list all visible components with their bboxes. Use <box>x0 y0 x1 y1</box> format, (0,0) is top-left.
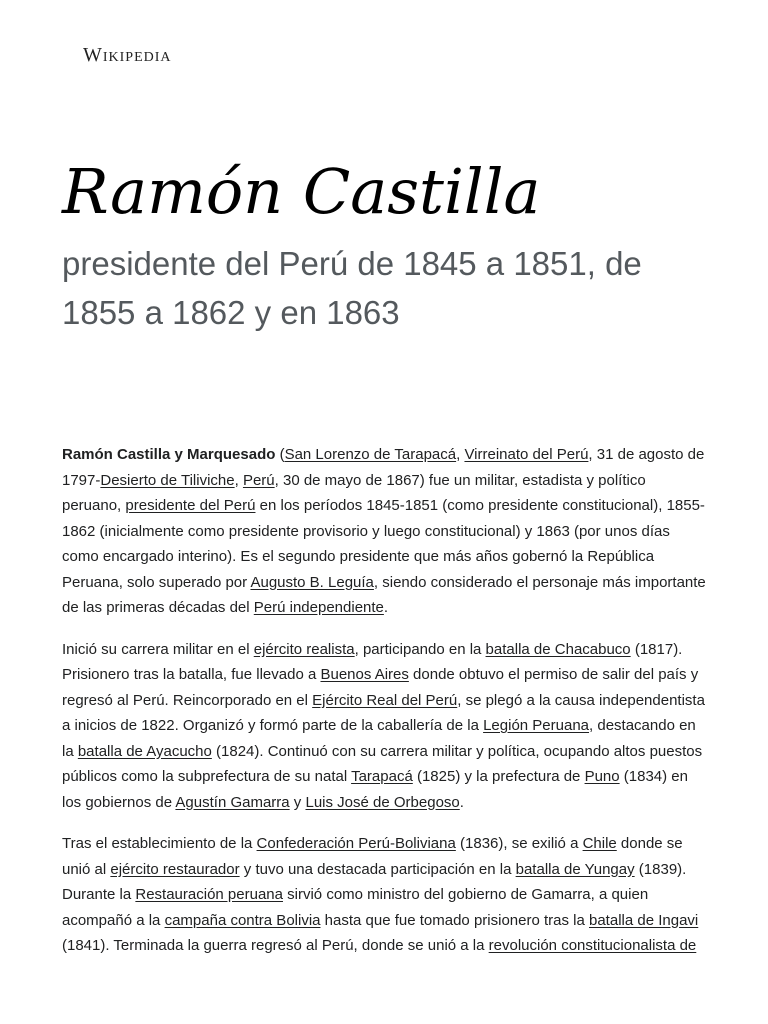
link-ejercito-restaurador[interactable]: ejército restaurador <box>110 860 240 878</box>
text: , <box>234 471 243 489</box>
link-ejercito-real-del-peru[interactable]: Ejército Real del Perú <box>312 691 458 709</box>
link-virreinato-del-peru[interactable]: Virreinato del Perú <box>464 446 589 463</box>
text: , siendo considerado el personaje más importante de las primeras décadas del <box>62 573 706 616</box>
article-subject-name: Ramón Castilla y Marquesado <box>62 446 276 463</box>
text: , 30 de mayo de 1867) fue un militar, estadista y político peruano, <box>62 471 646 514</box>
text: (1839). Durante la <box>62 860 687 903</box>
text: ( <box>275 446 285 463</box>
paragraph-1 <box>62 442 708 621</box>
link-ejercito-realista[interactable]: ejército realista <box>253 640 355 658</box>
text: (1834) en los gobiernos de <box>62 768 688 811</box>
link-batalla-de-yungay[interactable]: batalla de Yungay <box>515 860 635 878</box>
text: , 31 de agosto de 1797- <box>62 446 705 489</box>
page-title: Ramón Castilla <box>62 155 541 228</box>
text: , destacando en la <box>62 717 696 760</box>
text: (1841). Terminada la guerra regresó al Perú, donde se unió a la <box>62 937 489 954</box>
link-augusto-b-leguia[interactable]: Augusto B. Leguía <box>250 573 374 591</box>
link-campana-contra-bolivia[interactable]: campaña contra Bolivia <box>164 911 321 929</box>
text: . <box>459 793 464 811</box>
text: , participando en la <box>354 640 486 658</box>
text: donde obtuvo el permiso de salir del país y regresó al Perú. Reincorporado en el <box>62 666 699 709</box>
link-luis-jose-de-orbegoso[interactable]: Luis José de Orbegoso <box>305 793 460 811</box>
article-body <box>62 442 708 975</box>
text: hasta que fue tomado prisionero tras la <box>320 911 589 929</box>
link-confederacion-peru-boliviana[interactable]: Confederación Perú-Boliviana <box>256 835 456 852</box>
text: donde se unió al <box>62 835 683 878</box>
link-batalla-de-ayacucho[interactable]: batalla de Ayacucho <box>77 742 212 760</box>
text: , se plegó a la causa independentista a inicios de 1822. Organizó y formó parte de la caballería de la <box>62 691 705 734</box>
link-desierto-de-tiliviche[interactable]: Desierto de Tiliviche <box>100 471 235 489</box>
link-agustin-gamarra[interactable]: Agustín Gamarra <box>175 793 290 811</box>
text: y <box>289 793 306 811</box>
text: (1825) y la prefectura de <box>412 768 585 785</box>
link-buenos-aires[interactable]: Buenos Aires <box>320 666 409 683</box>
page-subtitle: presidente del Perú de 1845 a 1851, de 1855 a 1862 y en 1863 <box>62 245 642 331</box>
wikipedia-logo[interactable]: Wikipedia <box>83 44 172 66</box>
link-peru[interactable]: Perú <box>242 471 275 489</box>
link-chile[interactable]: Chile <box>582 835 617 852</box>
text: Inició su carrera militar en el <box>62 640 254 658</box>
text: (1824). Continuó con su carrera militar y política, ocupando altos puestos públicos como la subprefectura de su natal <box>62 742 703 785</box>
link-puno[interactable]: Puno <box>584 768 620 785</box>
link-legion-peruana[interactable]: Legión Peruana <box>483 717 590 734</box>
text: . <box>383 599 389 616</box>
link-batalla-de-ingavi[interactable]: batalla de Ingavi <box>589 911 699 929</box>
link-revolucion-constitucionalista[interactable]: revolución constitucionalista de <box>488 937 697 954</box>
link-peru-independiente[interactable]: Perú independiente <box>253 599 384 616</box>
text: sirvió como ministro del gobierno de Gamarra, a quien acompañó a la <box>62 886 649 929</box>
text: Tras el establecimiento de la <box>62 835 257 852</box>
paragraph-3 <box>62 831 708 959</box>
link-batalla-de-chacabuco[interactable]: batalla de Chacabuco <box>485 640 631 658</box>
text: en los períodos 1845-1851 (como presidente constitucional), 1855-1862 (inicialmente como presidente provisorio y luego constitucional) y 1863 (por unos días como encargado interino). Es el segundo presidente que más años gobernó la República Peruana, solo superado por <box>62 497 705 591</box>
link-tarapaca[interactable]: Tarapacá <box>351 768 413 785</box>
link-restauracion-peruana[interactable]: Restauración peruana <box>135 886 283 903</box>
text: y tuvo una destacada participación en la <box>239 860 516 878</box>
text: (1836), se exilió a <box>455 835 583 852</box>
text: , <box>456 446 465 463</box>
text: (1817). Prisionero tras la batalla, fue llevado a <box>62 640 683 683</box>
paragraph-2 <box>62 637 708 816</box>
link-san-lorenzo-de-tarapaca[interactable]: San Lorenzo de Tarapacá <box>284 446 457 463</box>
link-presidente-del-peru[interactable]: presidente del Perú <box>125 497 256 514</box>
